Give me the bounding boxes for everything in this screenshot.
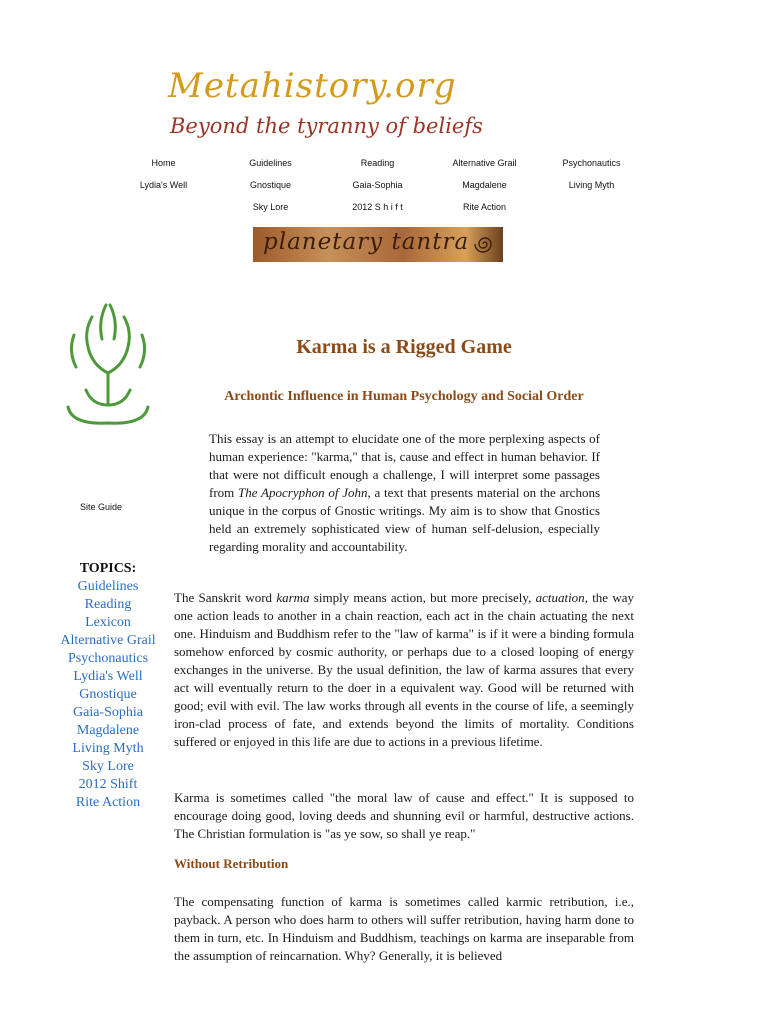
topic-link-psychonautics[interactable]: Psychonautics — [67, 651, 149, 666]
nav-link-rite-action[interactable]: Rite Action — [462, 202, 507, 212]
tree-of-life-logo-icon — [62, 295, 154, 437]
site-logo[interactable] — [168, 62, 488, 152]
topic-link-guidelines[interactable]: Guidelines — [77, 579, 139, 594]
site-tagline: Beyond the tyranny of beliefs — [170, 114, 483, 138]
term-karma: karma — [276, 590, 310, 605]
nav-link-sky-lore[interactable]: Sky Lore — [252, 202, 289, 212]
nav-row — [112, 152, 672, 174]
body-paragraph: Karma is sometimes called "the moral law of cause and effect." It is supposed to encourage doing good, loving deeds and shunning evil or harmful, destructive actions. The Christian formulation is "as ye sow, so shall ye reap." — [174, 790, 634, 841]
nav-link-lydias-well[interactable]: Lydia's Well — [139, 180, 188, 190]
term-actuation: actuation — [535, 590, 585, 605]
nav-link-alternative-grail[interactable]: Alternative Grail — [452, 158, 517, 168]
topic-link-lexicon[interactable]: Lexicon — [85, 615, 131, 630]
nav-link-guidelines[interactable]: Guidelines — [249, 158, 292, 168]
spiral-ornament-icon — [473, 232, 497, 256]
topics-list — [55, 559, 161, 812]
article-subtitle: Archontic Influence in Human Psychology and Social Order — [224, 389, 584, 404]
nav-link-psychonautics[interactable]: Psychonautics — [562, 158, 621, 168]
paragraph-text: simply means action, but more precisely, — [309, 590, 536, 605]
topic-link-lydias-well[interactable]: Lydia's Well — [73, 669, 143, 684]
nav-link-magdalene[interactable]: Magdalene — [462, 180, 507, 190]
nav-link-living-myth[interactable]: Living Myth — [568, 180, 615, 190]
section-heading: Without Retribution — [174, 856, 289, 871]
banner-text: planetary tantra — [263, 229, 470, 255]
nav-link-gaia-sophia[interactable]: Gaia-Sophia — [352, 180, 403, 190]
planetary-tantra-banner[interactable] — [253, 227, 503, 262]
topic-link-alternative-grail[interactable]: Alternative Grail — [60, 633, 156, 648]
site-guide-link[interactable]: Site Guide — [80, 502, 123, 512]
intro-paragraph — [209, 430, 600, 556]
topic-link-magdalene[interactable]: Magdalene — [76, 723, 140, 738]
nav-link-gnostique[interactable]: Gnostique — [249, 180, 292, 190]
nav-link-home[interactable]: Home — [151, 158, 176, 168]
intro-text: This essay is an attempt to elucidate one of the more perplexing aspects of human experience: "karma," that is, cause and effect in human behavior. If that were not difficult enough a challenge, I will interpret some passages from — [209, 431, 600, 500]
top-navigation — [112, 152, 672, 218]
book-title: The Apocryphon of John — [238, 485, 368, 500]
nav-row — [112, 174, 672, 196]
topic-link-gnostique[interactable]: Gnostique — [79, 687, 137, 702]
paragraph-text: , the way one action leads to another in a chain reaction, each act in the chain actuating the next one. Hinduism and Buddhism refer to the "law of karma" is if it were a binding formula somehow enforced by cosmic authority, or perhaps due to a closed looping of energy exchanges in the universe. By the usual definition, the law of karma assures that every act will eventually return to the doer in a equivalent way. Good will be returned with good; evil with evil. The law works through all events in the course of life, a seemingly iron-clad process of fate, and extends beyond the limits of mortality. Conditions suffered or enjoyed in this life are due to actions in a previous lifetime. — [174, 590, 634, 749]
nav-link-reading[interactable]: Reading — [360, 158, 395, 168]
article-title: Karma is a Rigged Game — [296, 336, 512, 358]
topic-link-living-myth[interactable]: Living Myth — [72, 741, 144, 756]
nav-link-2012-shift[interactable]: 2012 S h i f t — [352, 202, 403, 212]
topic-link-sky-lore[interactable]: Sky Lore — [82, 759, 134, 774]
site-title: Metahistory.org — [168, 66, 457, 106]
paragraph-text: The Sanskrit word — [174, 590, 277, 605]
body-paragraph — [174, 589, 634, 751]
body-paragraph: The compensating function of karma is sometimes called karmic retribution, i.e., payback. A person who does harm to others will suffer retribution, having harm done to them in turn, etc. In Hinduism and Buddhism, teachings on karma are inseparable from the assumption of reincarnation. Why? Generally, it is believed — [174, 894, 634, 963]
topic-link-rite-action[interactable]: Rite Action — [75, 795, 141, 810]
topic-link-gaia-sophia[interactable]: Gaia-Sophia — [73, 705, 143, 720]
topics-heading: TOPICS: — [79, 561, 137, 576]
topic-link-2012-shift[interactable]: 2012 Shift — [78, 777, 138, 792]
topic-link-reading[interactable]: Reading — [84, 597, 132, 612]
nav-row — [112, 196, 672, 218]
intro-text: , a text that presents material on the archons unique in the corpus of Gnostic writings. My aim is to show that Gnostics held an extremely sophisticated view of human self-delusion, especially regarding morality and accountability. — [209, 485, 600, 554]
